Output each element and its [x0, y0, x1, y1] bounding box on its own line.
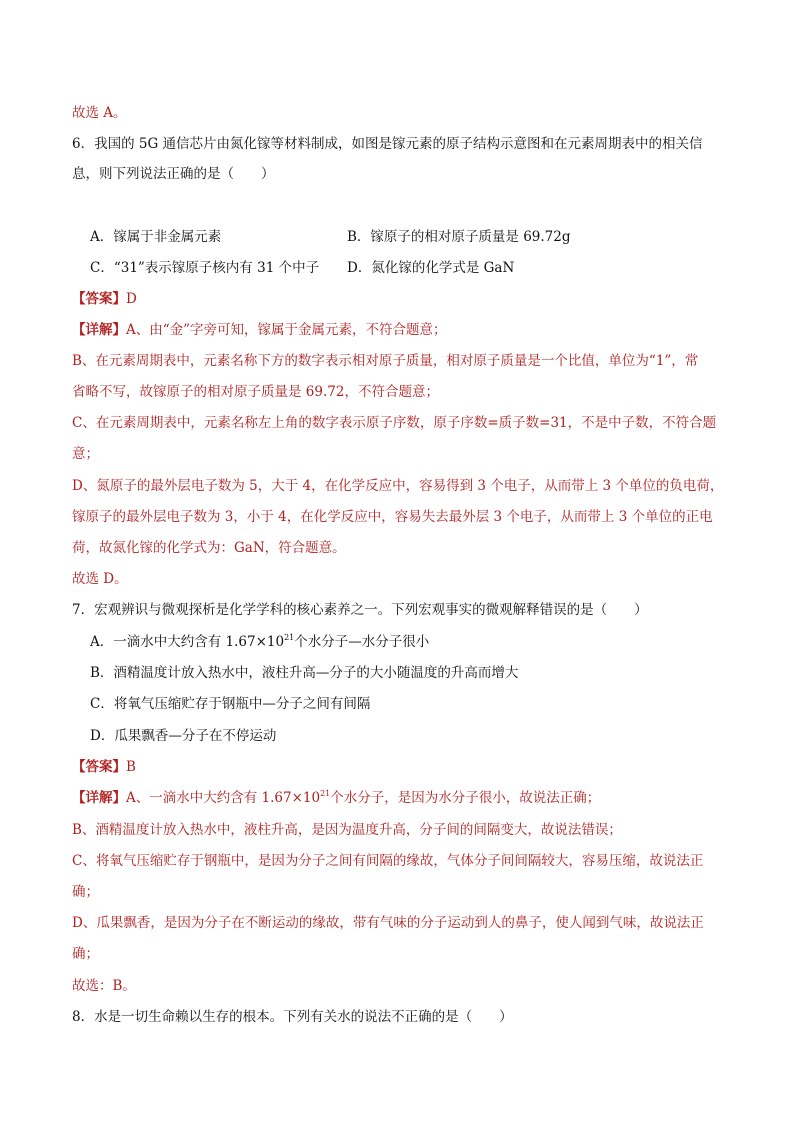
- answer-label: 【答案】: [72, 291, 126, 307]
- question-6-option-b: B．镓原子的相对原子质量是 69.72g: [347, 229, 571, 245]
- answer-value: D: [126, 291, 137, 307]
- answer-value: B: [126, 759, 136, 775]
- question-7-stem: 7．宏观辨识与微观探析是化学学科的核心素养之一。下列宏观事实的微观解释错误的是（ ）: [72, 602, 648, 618]
- explanation-label: 【详解】: [72, 790, 126, 806]
- explanation-text: 个水分子，是因为水分子很小，故说法正确；: [330, 790, 601, 806]
- question-6-explanation-d-line-1: D、氮原子的最外层电子数为 5，大于 4，在化学反应中，容易得到 3 个电子，从而带上 3 个单位的负电荷，: [72, 478, 724, 494]
- question-6-explanation-c-line-1: C、在元素周期表中，元素名称左上角的数字表示原子序数，原子序数=质子数=31，不是中子数，不符合题: [72, 415, 717, 431]
- option-text: 个水分子—水分子很小: [294, 634, 430, 650]
- question-6-answer: [72, 289, 137, 309]
- question-7-explanation-d-line-2: 确；: [72, 946, 99, 962]
- question-6-selection: 故选 D。: [72, 571, 128, 587]
- option-text: A．一滴水中大约含有 1.67×10: [90, 634, 285, 650]
- question-6-explanation-b-line-2: 省略不写，故镓原子的相对原子质量是 69.72，不符合题意；: [72, 384, 439, 400]
- question-6-stem-line-2: 息，则下列说法正确的是（ ）: [72, 166, 275, 182]
- question-7-explanation-c-line-2: 确；: [72, 884, 99, 900]
- question-7-selection: 故选：B。: [72, 978, 136, 994]
- question-6-explanation-d-line-3: 荷，故氮化镓的化学式为：GaN，符合题意。: [72, 540, 346, 556]
- explanation-text: A、由“金”字旁可知，镓属于金属元素，不符合题意；: [126, 322, 447, 338]
- question-6-explanation-a: [72, 320, 447, 340]
- question-7-option-a: [90, 632, 429, 652]
- question-6-explanation-c-line-2: 意；: [72, 446, 99, 462]
- question-6-explanation-b-line-1: B、在元素周期表中，元素名称下方的数字表示相对原子质量，相对原子质量是一个比值，单位为“1”，常: [72, 353, 699, 369]
- question-8-stem: 8．水是一切生命赖以生存的根本。下列有关水的说法不正确的是（ ）: [72, 1009, 513, 1025]
- question-7-option-d: D．瓜果飘香—分子在不停运动: [90, 728, 277, 744]
- previous-answer-selection: 故选 A。: [72, 105, 127, 121]
- exponent: 21: [320, 789, 331, 798]
- explanation-text: A、一滴水中大约含有 1.67×10: [126, 790, 321, 806]
- question-7-answer: [72, 757, 136, 777]
- question-7-explanation-c-line-1: C、将氧气压缩贮存于钢瓶中，是因为分子之间有间隔的缘故，气体分子间间隔较大，容易压缩，故说法正: [72, 853, 704, 869]
- answer-label: 【答案】: [72, 759, 126, 775]
- question-7-explanation-b: B、酒精温度计放入热水中，液柱升高，是因为温度升高，分子间的间隔变大，故说法错误；: [72, 822, 622, 838]
- question-6-option-c: C．“31”表示镓原子核内有 31 个中子: [90, 260, 320, 276]
- question-6-explanation-d-line-2: 镓原子的最外层电子数为 3，小于 4，在化学反应中，容易失去最外层 3 个电子，从而带上 3 个单位的正电: [72, 509, 713, 525]
- question-7-explanation-d-line-1: D、瓜果飘香，是因为分子在不断运动的缘故，带有气味的分子运动到人的鼻子，使人闻到气味，故说法正: [72, 915, 704, 931]
- explanation-label: 【详解】: [72, 322, 126, 338]
- question-7-option-c: C．将氧气压缩贮存于钢瓶中—分子之间有间隔: [90, 696, 371, 712]
- question-6-stem-line-1: 6．我国的 5G 通信芯片由氮化镓等材料制成，如图是镓元素的原子结构示意图和在元素周期表中的相关信: [72, 136, 703, 152]
- question-6-option-a: A．镓属于非金属元素: [90, 229, 222, 245]
- question-6-option-d: D．氮化镓的化学式是 GaN: [347, 260, 515, 276]
- exponent: 21: [284, 633, 295, 642]
- question-7-explanation-a: [72, 788, 600, 808]
- question-7-option-b: B．酒精温度计放入热水中，液柱升高—分子的大小随温度的升高而增大: [90, 665, 519, 681]
